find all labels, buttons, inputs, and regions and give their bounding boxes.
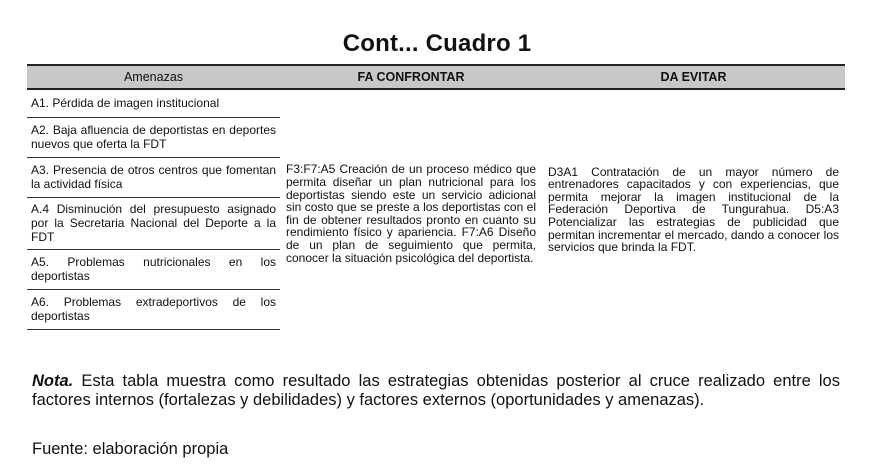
- table-row: [27, 89, 845, 118]
- amenaza-cell: A2. Baja afluencia de deportistas en deportes nuevos que oferta la FDT: [27, 118, 280, 158]
- header-amenazas: Amenazas: [27, 65, 280, 89]
- header-da-evitar: DA EVITAR: [542, 65, 845, 89]
- header-fa-confrontar: FA CONFRONTAR: [280, 65, 542, 89]
- amenaza-cell: A1. Pérdida de imagen institucional: [27, 89, 280, 118]
- amenaza-cell: A6. Problemas extradeportivos de los deportistas: [27, 290, 280, 330]
- strategy-table: [27, 64, 845, 330]
- source-line: Fuente: elaboración propia: [32, 440, 229, 458]
- amenaza-cell: A5. Problemas nutricionales en los deportistas: [27, 250, 280, 290]
- table-header-row: [27, 65, 845, 89]
- fa-confrontar-cell: F3:F7:A5 Creación de un proceso médico que permita diseñar un plan nutricional para los deportistas siendo este un servicio adicional sin costo que se preste a los deportistas con el fin de obtener resultados pronto en cuanto su rendimiento físico y apariencia. F7:A6 Diseño de un plan de seguimiento que permita, conocer la situación psicológica del deportista.: [286, 162, 536, 265]
- table-title: Cont... Cuadro 1: [342, 30, 532, 57]
- note-label: Nota.: [32, 372, 74, 390]
- da-evitar-cell: D3A1 Contratación de un mayor número de entrenadores capacitados y con experiencias, que permita mejorar la imagen institucional de la Federación Deportiva de Tungurahua. D5:A3 Potencializar las estrategias de publicidad que permitan incrementar el mercado, dando a conocer los servicios que brinda la FDT.: [548, 164, 839, 255]
- table-note: [32, 372, 840, 410]
- amenaza-cell: A.4 Disminución del presupuesto asignado por la Secretaria Nacional del Deporte a la FDT: [27, 198, 280, 250]
- amenaza-cell: A3. Presencia de otros centros que fomentan la actividad física: [27, 158, 280, 198]
- note-text: Esta tabla muestra como resultado las estrategias obtenidas posterior al cruce realizado entre los factores internos (fortalezas y debilidades) y factores externos (oportunidades y amenazas).: [32, 372, 840, 409]
